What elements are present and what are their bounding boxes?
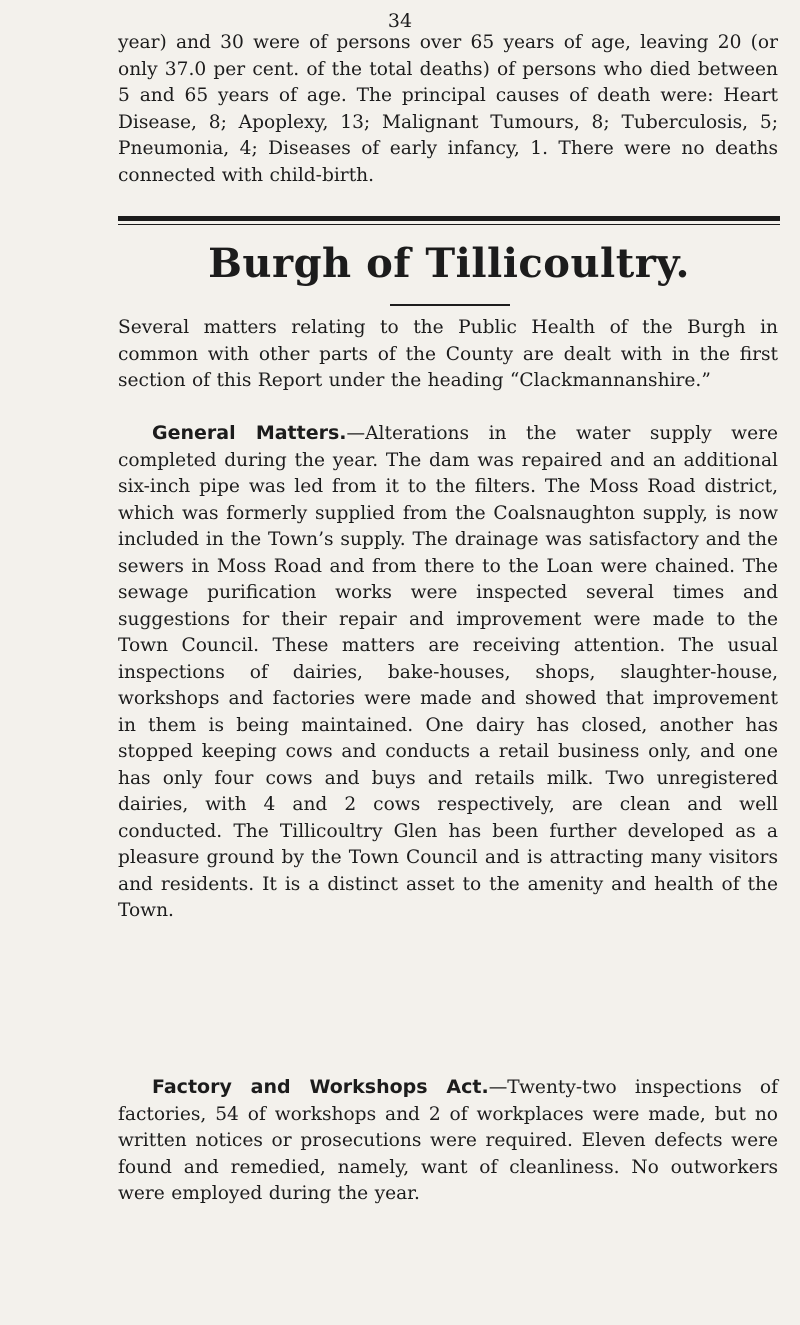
general-matters-text: —Alterations in the water supply were completed during the year. The dam was repaired and an additional six-inch pipe was led from it to the filters. The Moss Road district, which was formerly supplied from the Coalsnaughton supply, is now included in the Town’s supply. The drainage was satisfactory and the sewers in Moss Road and from there to the Loan were chained. The sewage purification works were inspected several times and suggestions for their repair and improvement were made to the Town Council. These matters are receiving attention. The usual inspections of dairies, bake-houses, shops, slaughter-house, workshops and factories were made and showed that improvement in them is being maintained. One dairy has closed, another has stopped keeping cows and conducts a retail business only, and one has only four cows and buys and retails milk. Two unregistered dairies, with 4 and 2 cows respectively, are clean and well conducted. The Tillicoultry Glen has been further developed as a pleasure ground by the Town Council and is attracting many visitors and residents. It is a distinct asset to the amenity and health of the Town. — [118, 423, 778, 921]
general-matters-paragraph — [118, 420, 778, 925]
section-divider-thick — [118, 216, 780, 221]
section-divider-thin — [118, 224, 780, 225]
section-heading: Burgh of Tillicoultry. — [208, 240, 690, 287]
intro-paragraph: year) and 30 were of persons over 65 years of age, leaving 20 (or only 37.0 per cent. of the total deaths) of persons who died between 5 and 65 years of age. The principal causes of death were: Heart Disease, 8; Apoplexy, 13; Malignant Tumours, 8; Tuberculosis, 5; Pneumonia, 4; Diseases of early infancy, 1. There were no deaths connected with child-birth. — [118, 32, 778, 186]
factory-act-paragraph — [118, 1074, 778, 1208]
burgh-paragraph: Several matters relating to the Public Health of the Burgh in common with other parts of the County are dealt with in the first section of this Report under the heading “Clackmannanshire.” — [118, 317, 778, 391]
general-matters-subheading: General Matters. — [152, 422, 347, 444]
heading-underline — [390, 304, 510, 306]
factory-act-subheading: Factory and Workshops Act. — [152, 1076, 489, 1098]
factory-act-text: —Twenty-two inspections of factories, 54 of workshops and 2 of workplaces were made, but no written notices or prosecutions were required. Eleven defects were found and remedied, namely, want of cleanliness. No outworkers were employed during the year. — [118, 1077, 778, 1204]
page-number: 34 — [387, 10, 413, 32]
